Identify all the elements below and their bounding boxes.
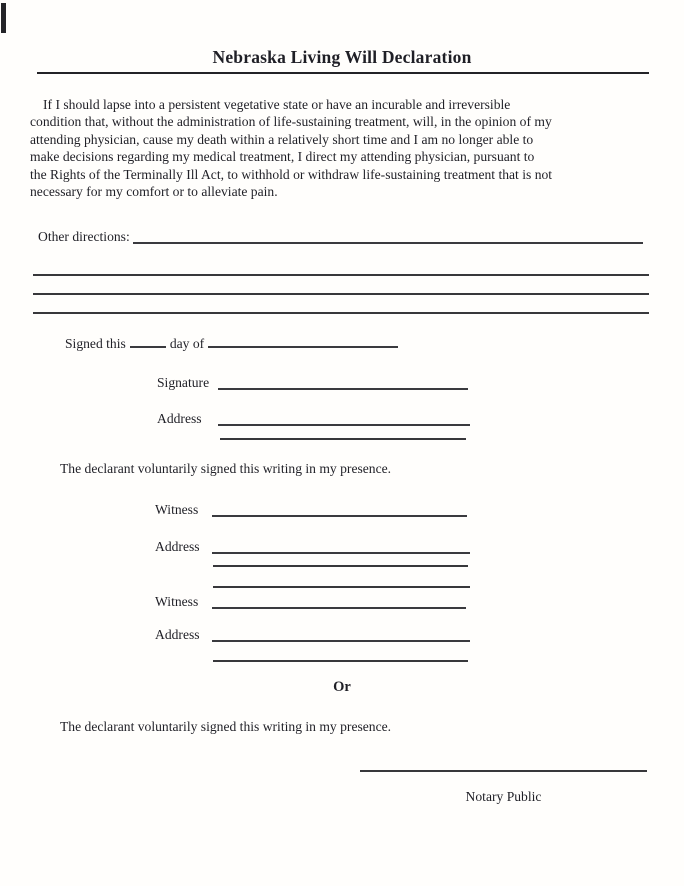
declarant-address-field (0, 410, 684, 428)
address-blank-line[interactable] (212, 552, 470, 554)
witness-1-address-field (0, 538, 684, 556)
address-blank-line[interactable] (220, 438, 466, 440)
day-blank-line[interactable] (130, 333, 166, 348)
declaration-line: condition that, without the administration of life-sustaining treatment, will, in the opinion of my (30, 114, 552, 130)
notary-public-label: Notary Public (465, 789, 542, 804)
other-directions-blank-line[interactable] (33, 293, 649, 295)
address-label: Address (157, 411, 202, 426)
title-divider-rule (37, 72, 649, 74)
other-directions-blank-line[interactable] (33, 312, 649, 314)
scan-artifact-mark (1, 3, 6, 33)
other-directions-blank-line[interactable] (33, 274, 649, 276)
declaration-paragraph (30, 96, 654, 200)
date-signed-field (65, 333, 402, 351)
signature-field (0, 374, 684, 392)
address-blank-line[interactable] (213, 565, 468, 567)
witness-statement: The declarant voluntarily signed this writing in my presence. (60, 719, 392, 734)
declaration-line: attending physician, cause my death within a relatively short time and I am no longer able to (30, 131, 534, 147)
witness-blank-line[interactable] (212, 515, 467, 517)
signature-blank-line[interactable] (218, 388, 468, 390)
declaration-line: If I should lapse into a persistent vegetative state or have an incurable and irreversible (43, 97, 511, 112)
witness-blank-line[interactable] (213, 586, 470, 588)
witness-label: Witness (155, 502, 199, 517)
month-year-blank-line[interactable] (208, 333, 398, 348)
address-label: Address (155, 539, 200, 554)
declaration-line: make decisions regarding my medical treatment, I direct my attending physician, pursuant to (30, 149, 535, 165)
address-blank-line[interactable] (213, 660, 468, 662)
other-directions-blank-line[interactable] (133, 242, 643, 244)
or-separator: Or (333, 679, 351, 695)
other-directions-label: Other directions: (38, 229, 130, 244)
day-of-label: day of (169, 336, 205, 351)
notary-signature-blank-line[interactable] (360, 770, 647, 772)
declaration-line: necessary for my comfort or to alleviate pain. (30, 184, 278, 200)
witness-2-field (0, 593, 684, 611)
witness-2-address-field (0, 626, 684, 644)
address-blank-line[interactable] (212, 640, 470, 642)
witness-1-field (0, 501, 684, 519)
page-title: Nebraska Living Will Declaration (212, 47, 472, 67)
other-directions-field (0, 228, 684, 246)
witness-label: Witness (155, 594, 199, 609)
address-blank-line[interactable] (218, 424, 470, 426)
signed-this-label: Signed this (65, 336, 126, 351)
declaration-line: the Rights of the Terminally Ill Act, to withhold or withdraw life-sustaining treatment that is not (30, 166, 553, 182)
address-label: Address (155, 627, 200, 642)
witness-blank-line[interactable] (212, 607, 466, 609)
witness-statement: The declarant voluntarily signed this writing in my presence. (60, 461, 392, 476)
signature-label: Signature (157, 375, 210, 390)
